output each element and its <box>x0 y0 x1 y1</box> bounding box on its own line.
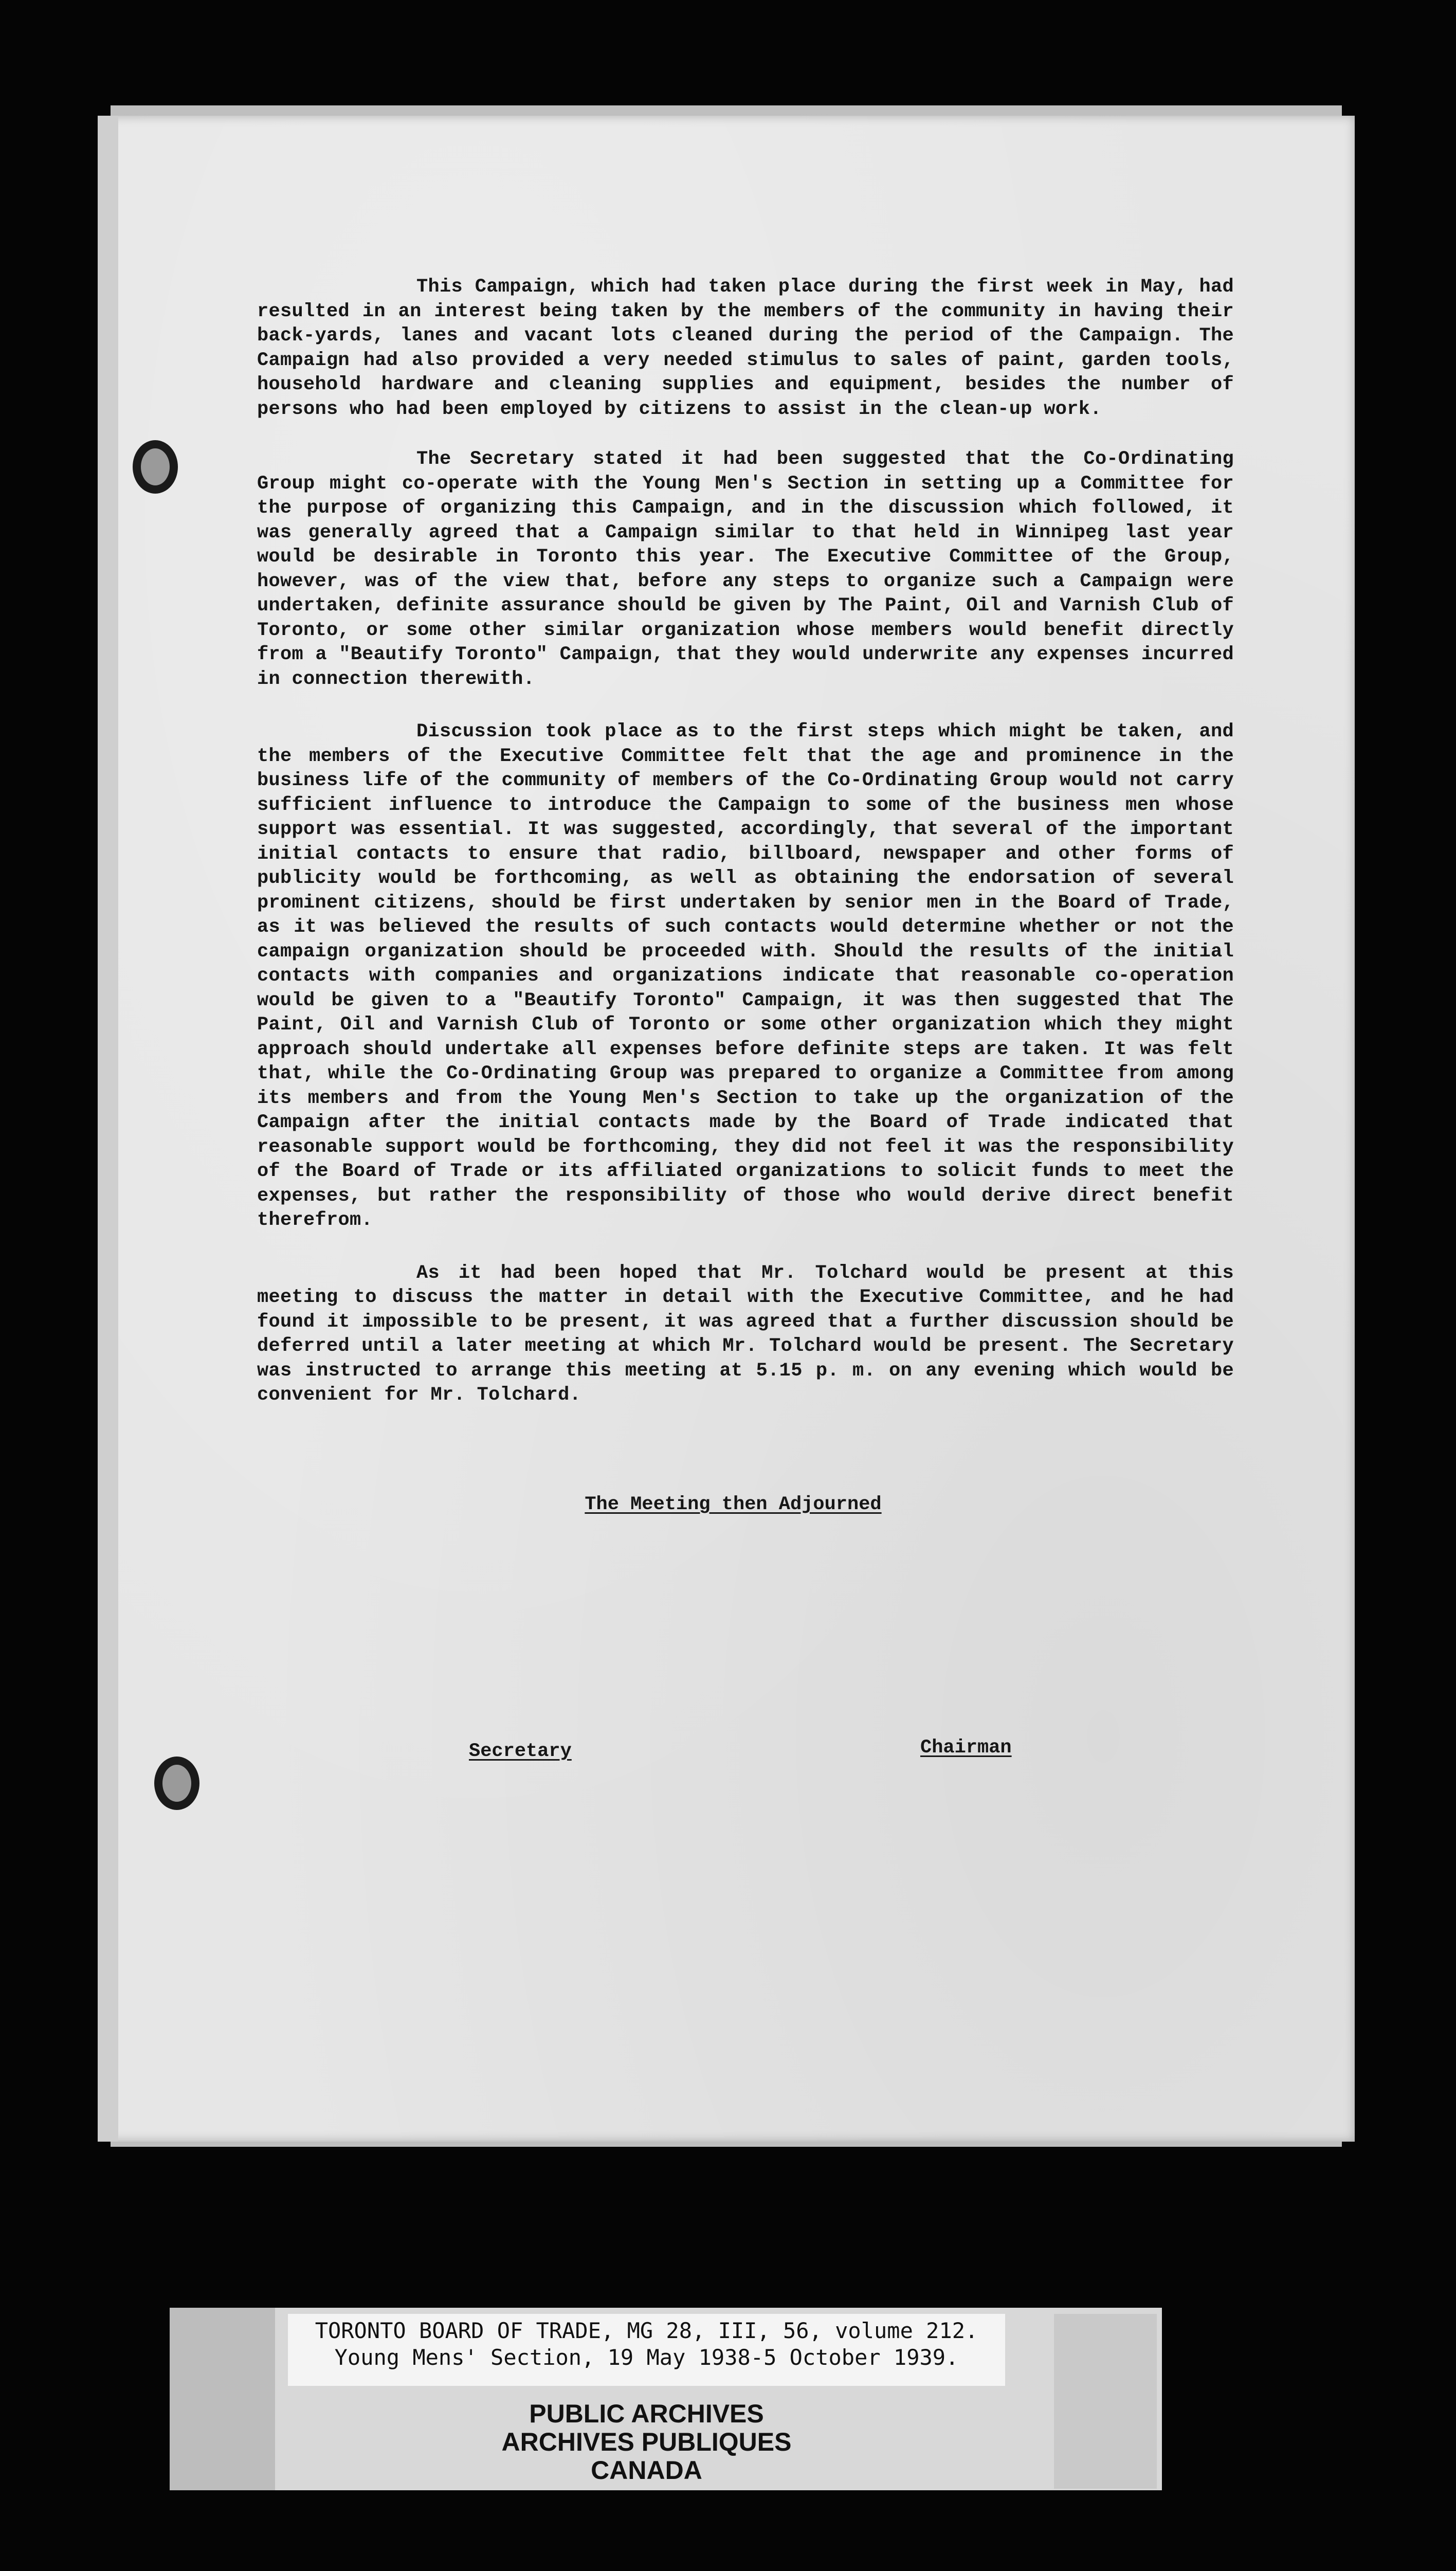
archive-reference-line: TORONTO BOARD OF TRADE, MG 28, III, 56, volume 212. <box>315 2318 978 2343</box>
secretary-signature-label: Secretary <box>469 1741 572 1762</box>
archive-name-line: PUBLIC ARCHIVES <box>529 2399 764 2428</box>
document-body <box>257 275 1234 1436</box>
chairman-signature-label: Chairman <box>920 1737 1012 1759</box>
punch-hole-icon <box>154 1757 199 1810</box>
archive-name-line: ARCHIVES PUBLIQUES <box>501 2428 792 2456</box>
paragraph: As it had been hoped that Mr. Tolchard would be present at this meeting to discuss the matter in detail with the Executive Committee, and he had found it impossible to be present, it was agreed that a further discussion should be deferred until a later meeting at which Mr. Tolchard would be present. The Secretary was instructed to arrange this meeting at 5.15 p. m. on any evening which would be convenient for Mr. Tolchard. <box>257 1262 1234 1406</box>
paragraph: The Secretary stated it had been suggested that the Co-Ordinating Group might co-operate with the Young Men's Section in setting up a Committee for the purpose of organizing this Campaign, and in the discussion which followed, it was generally agreed that a Campaign similar to that held in Winnipeg last year would be desirable in Toronto this year. The Executive Committee of the Group, however, was of the view that, before any steps to organize such a Campaign were undertaken, definite assurance should be given by The Paint, Oil and Varnish Club of Toronto, or some other similar organization whose members would benefit directly from a "Beautify Toronto" Campaign, that they would underwrite any expenses incurred in connection therewith. <box>257 448 1234 690</box>
archive-label-tab <box>1054 2314 1157 2489</box>
adjourned-heading <box>0 1494 1456 1515</box>
paragraph: Discussion took place as to the first steps which might be taken, and the members of the Executive Committee felt that the age and prominence in the business life of the community of members of the Co-Ordinating Group would not carry sufficient influence to introduce the Campaign to some of the business men whose support was essential. It was suggested, accordingly, that several of the important initial contacts to ensure that radio, billboard, newspaper and other forms of publicity would be forthcoming, as well as obtaining the endorsation of several prominent citizens, should be first undertaken by senior men in the Board of Trade, as it was believed the results of such contacts would determine whether or not the campaign organization should be proceeded with. Should the results of the initial contacts with companies and organizations indicate that reasonable co-operation would be given to a "Beautify Toronto" Campaign, it was then suggested that The Paint, Oil and Varnish Club of Toronto or some other organization which they might approach should undertake all expenses before definite steps are taken. It was felt that, while the Co-Ordinating Group was prepared to organize a Committee from among its members and from the Young Men's Section to take up the organization of the Campaign after the initial contacts made by the Board of Trade indicated that reasonable support would be forthcoming, they did not feel it was the responsibility of the Board of Trade or its affiliated organizations to solicit funds to meet the expenses, but rather the responsibility of those who would derive direct benefit therefrom. <box>257 721 1234 1231</box>
paragraph: This Campaign, which had taken place during the first week in May, had resulted in an interest being taken by the members of the community in having their back-yards, lanes and vacant lots cleaned during the period of the Campaign. The Campaign had also provided a very needed stimulus to sales of paint, garden tools, household hardware and cleaning supplies and equipment, besides the number of persons who had been employed by citizens to assist in the clean-up work. <box>257 276 1234 420</box>
archive-name-line: CANADA <box>591 2456 702 2485</box>
archive-label-tab <box>170 2308 275 2490</box>
punch-hole-icon <box>133 440 178 494</box>
adjourned-text: The Meeting then Adjourned <box>585 1494 882 1515</box>
page-margin-strip <box>98 116 118 2142</box>
archive-reference-line: Young Mens' Section, 19 May 1938-5 October 1939. <box>334 2345 959 2370</box>
